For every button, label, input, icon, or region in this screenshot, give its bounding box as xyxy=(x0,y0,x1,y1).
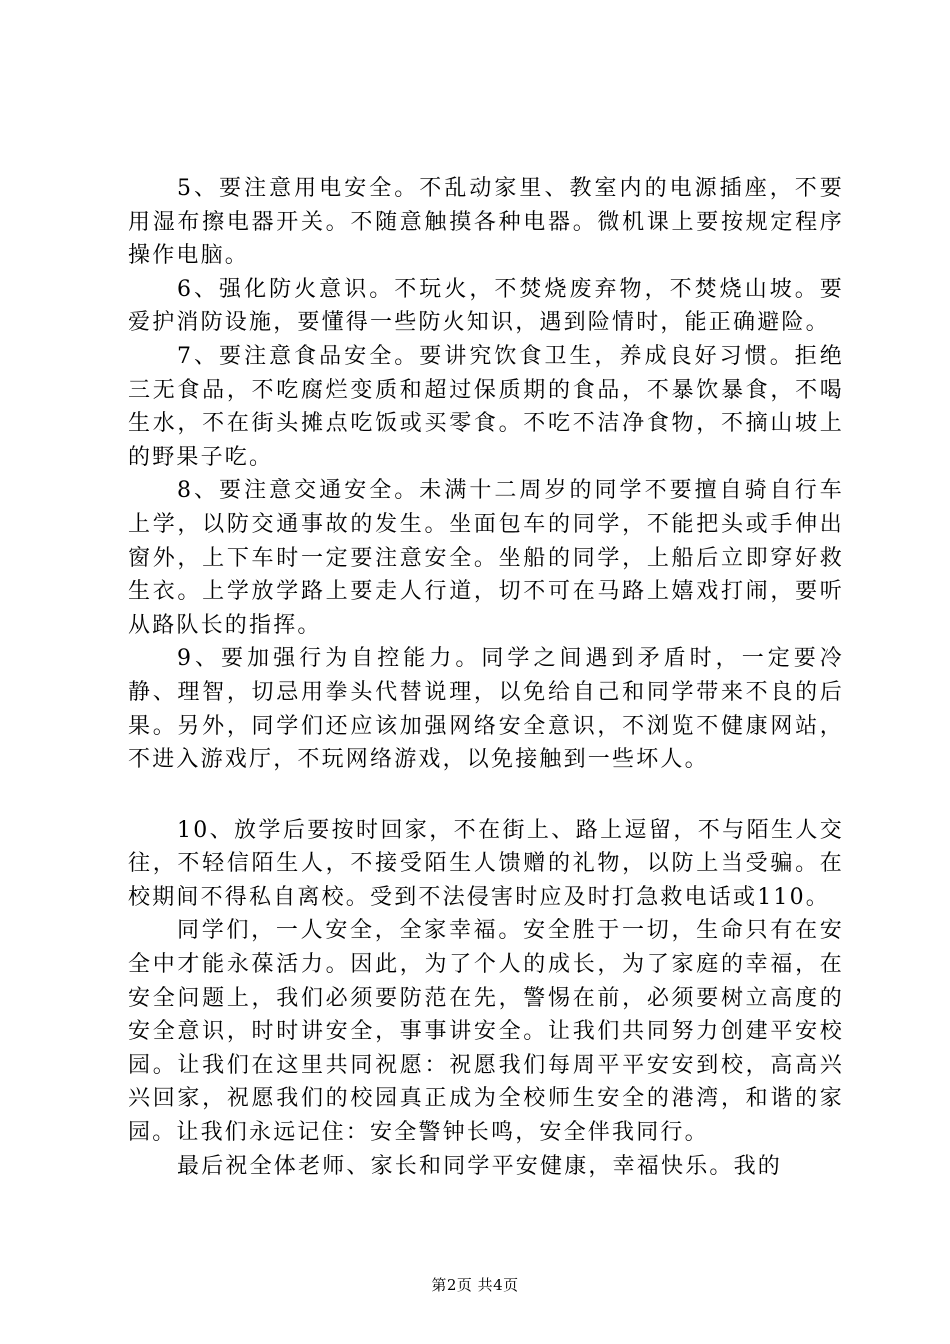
paragraph-traffic-safety: 8、要注意交通安全。未满十二周岁的同学不要擅自骑自行车上学，以防交通事故的发生。坐面包车的同学，不能把头或手伸出窗外，上下车时一定要注意安全。坐船的同学，上船后立即穿好救生衣。上学放学路上要走人行道，切不可在马路上嬉戏打闹，要听从路队长的指挥。 xyxy=(128,478,844,638)
paragraph-food-safety: 7、要注意食品安全。要讲究饮食卫生，养成良好习惯。拒绝三无食品，不吃腐烂变质和超过保质期的食品，不暴饮暴食，不喝生水，不在街头摊点吃饭或买零食。不吃不洁净食物，不摘山坡上的野果子吃。 xyxy=(128,343,844,470)
paragraph-closing-appeal: 同学们，一人安全，全家幸福。安全胜于一切，生命只有在安全中才能永葆活力。因此，为了个人的成长，为了家庭的幸福，在安全问题上，我们必须要防范在先，警惕在前，必须要树立高度的安全意识，时时讲安全，事事讲安全。让我们共同努力创建平安校园。让我们在这里共同祝愿：祝愿我们每周平平安安到校，高高兴兴回家，祝愿我们的校园真正成为全校师生安全的港湾，和谐的家园。让我们永远记住：安全警钟长鸣，安全伴我同行。 xyxy=(128,918,844,1146)
paragraph-gap xyxy=(128,777,844,814)
paragraph-go-home-on-time: 10、放学后要按时回家，不在街上、路上逗留，不与陌生人交往，不轻信陌生人，不接受陌生人馈赠的礼物，以防上当受骗。在校期间不得私自离校。受到不法侵害时应及时打急救电话或110。 xyxy=(128,817,844,910)
document-body xyxy=(128,172,844,1183)
paragraph-electric-safety: 5、要注意用电安全。不乱动家里、教室内的电源插座，不要用湿布擦电器开关。不随意触摸各种电器。微机课上要按规定程序操作电脑。 xyxy=(128,176,844,269)
paragraph-fire-safety: 6、强化防火意识。不玩火，不焚烧废弃物，不焚烧山坡。要爱护消防设施，要懂得一些防火知识，遇到险情时，能正确避险。 xyxy=(128,276,844,336)
page-footer: 第2页 共4页 xyxy=(431,1276,519,1294)
paragraph-behavior-control: 9、要加强行为自控能力。同学之间遇到矛盾时，一定要冷静、理智，切忌用拳头代替说理，以免给自己和同学带来不良的后果。另外，同学们还应该加强网络安全意识，不浏览不健康网站，不进入游戏厅，不玩网络游戏，以免接触到一些坏人。 xyxy=(128,646,844,773)
paragraph-final-wishes: 最后祝全体老师、家长和同学平安健康，幸福快乐。我的 xyxy=(177,1153,783,1179)
